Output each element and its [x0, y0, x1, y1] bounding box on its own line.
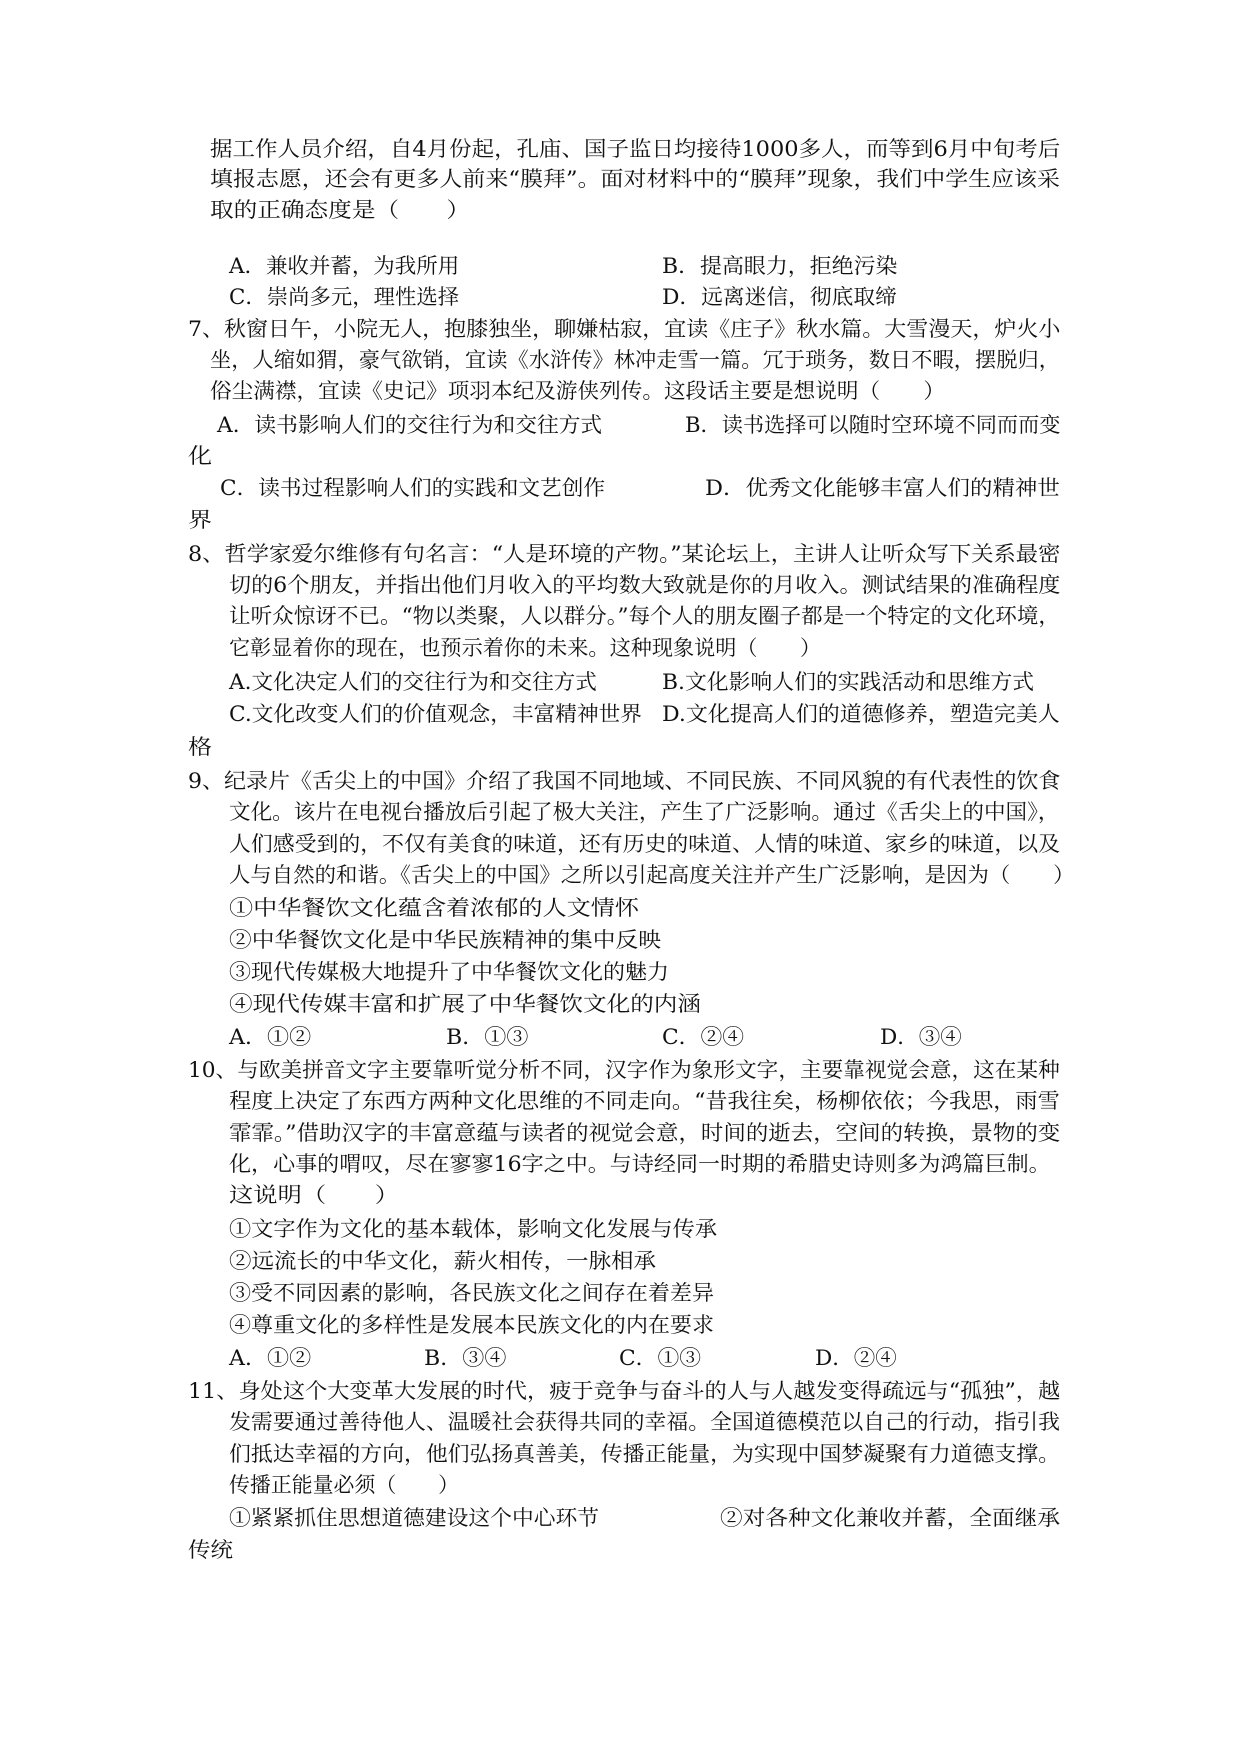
q8-stem-line-1: 8、哲学家爱尔维修有句名言：“人是环境的产物。”某论坛上，主讲人让听众写下关系最密	[188, 542, 1061, 566]
q7-option-a: A．读书影响人们的交往行为和交往方式	[217, 413, 603, 437]
q9-stem-line-4: 人与自然的和谐。《舌尖上的中国》之所以引起高度关注并产生广泛影响，是因为（ ）	[229, 863, 1075, 887]
q6-option-c: C．崇尚多元，理性选择	[229, 285, 460, 309]
q10-item-1: ①文字作为文化的基本载体，影响文化发展与传承	[229, 1217, 717, 1241]
q8-stem-line-3: 让听众惊讶不已。“物以类聚，人以群分。”每个人的朋友圈子都是一个特定的文化环境，	[229, 604, 1060, 628]
q11-item-2: ②对各种文化兼收并蓄，全面继承	[720, 1506, 1060, 1530]
q9-stem-line-3: 人们感受到的，不仅有美食的味道，还有历史的味道、人情的味道、家乡的味道，以及	[229, 832, 1060, 856]
q8-option-b: B.文化影响人们的实践活动和思维方式	[662, 670, 1035, 694]
q8-option-d: D.文化提高人们的道德修养，塑造完美人	[662, 702, 1060, 726]
q8-option-a: A.文化决定人们的交往行为和交往方式	[229, 670, 597, 694]
q8-stem-line-4: 它彰显着你的现在，也预示着你的未来。这种现象说明（ ）	[229, 636, 821, 660]
q10-stem-line-3: 霏霏。”借助汉字的丰富意蕴与读者的视觉会意，时间的逝去，空间的转换，景物的变	[229, 1121, 1061, 1145]
q8-option-c: C.文化改变人们的价值观念，丰富精神世界	[229, 702, 642, 726]
q10-stem-line-5: 这说明（ ）	[229, 1183, 399, 1207]
q9-option-c: C．②④	[662, 1025, 745, 1049]
q7-stem-line-3: 俗尘满襟，宜读《史记》项羽本纪及游侠列传。这段话主要是想说明（ ）	[210, 379, 945, 403]
q10-item-2: ②远流长的中华文化，薪火相传，一脉相承	[229, 1249, 656, 1273]
q6-option-d: D．远离迷信，彻底取缔	[662, 285, 897, 309]
q11-item-2-wrap: 传统	[188, 1538, 233, 1562]
q11-stem-line-1: 11、身处这个大变革大发展的时代，疲于竞争与奋斗的人与人越发变得疏远与“孤独”，越	[188, 1379, 1061, 1403]
q7-stem-line-2: 坐，人缩如猬，豪气欲销，宜读《水浒传》林冲走雪一篇。冗于琐务，数日不暇，摆脱归，	[210, 348, 1060, 372]
q9-item-4: ④现代传媒丰富和扩展了中华餐饮文化的内涵	[229, 992, 701, 1016]
q11-item-1: ①紧紧抓住思想道德建设这个中心环节	[229, 1506, 599, 1530]
q9-item-1: ①中华餐饮文化蕴含着浓郁的人文情怀	[229, 896, 639, 920]
q11-stem-line-4: 传播正能量必须（ ）	[229, 1473, 459, 1497]
q10-item-3: ③受不同因素的影响，各民族文化之间存在着差异	[229, 1281, 714, 1305]
q10-option-a: A．①②	[229, 1346, 312, 1370]
q10-option-d: D．②④	[815, 1346, 897, 1370]
q7-option-d-wrap: 界	[188, 508, 212, 532]
q7-option-b: B．读书选择可以随时空环境不同而而变	[685, 413, 1061, 437]
q9-item-3: ③现代传媒极大地提升了中华餐饮文化的魅力	[229, 960, 669, 984]
q6-option-a: A．兼收并蓄，为我所用	[229, 254, 460, 278]
q9-item-2: ②中华餐饮文化是中华民族精神的集中反映	[229, 928, 661, 952]
q6-stem-line-3: 取的正确态度是（ ）	[210, 198, 470, 222]
q6-option-b: B．提高眼力，拒绝污染	[662, 254, 898, 278]
q8-option-d-wrap: 格	[188, 735, 212, 759]
q10-stem-line-4: 化，心事的喟叹，尽在寥寥16字之中。与诗经同一时期的希腊史诗则多为鸿篇巨制。	[229, 1152, 1051, 1176]
q6-stem-line-2: 填报志愿，还会有更多人前来“膜拜”。面对材料中的“膜拜”现象，我们中学生应该采	[210, 167, 1060, 191]
q10-option-c: C．①③	[619, 1346, 702, 1370]
q10-item-4: ④尊重文化的多样性是发展本民族文化的内在要求	[229, 1313, 714, 1337]
q10-stem-line-2: 程度上决定了东西方两种文化思维的不同走向。“昔我往矣，杨柳依依；今我思，雨雪	[229, 1089, 1060, 1113]
q9-option-d: D．③④	[880, 1025, 962, 1049]
q10-option-b: B．③④	[424, 1346, 507, 1370]
q9-stem-line-1: 9、纪录片《舌尖上的中国》介绍了我国不同地域、不同民族、不同风貌的有代表性的饮食	[188, 769, 1061, 793]
q7-option-c: C．读书过程影响人们的实践和文艺创作	[220, 476, 606, 500]
q11-stem-line-3: 们抵达幸福的方向，他们弘扬真善美，传播正能量，为实现中国梦凝聚有力道德支撑。	[229, 1442, 1060, 1466]
q7-option-b-wrap: 化	[188, 444, 212, 468]
q11-stem-line-2: 发需要通过善待他人、温暖社会获得共同的幸福。全国道德模范以自己的行动，指引我	[229, 1410, 1060, 1434]
q7-stem-line-1: 7、秋窗日午，小院无人，抱膝独坐，聊嫌枯寂，宜读《庄子》秋水篇。大雪漫天，炉火小	[188, 317, 1061, 341]
q9-option-b: B．①③	[446, 1025, 529, 1049]
q9-stem-line-2: 文化。该片在电视台播放后引起了极大关注，产生了广泛影响。通过《舌尖上的中国》，	[229, 800, 1060, 824]
q8-stem-line-2: 切的6个朋友，并指出他们月收入的平均数大致就是你的月收入。测试结果的准确程度	[229, 573, 1061, 597]
q6-stem-line-1: 据工作人员介绍，自4月份起，孔庙、国子监日均接待1000多人，而等到6月中旬考后	[210, 137, 1061, 161]
q9-option-a: A．①②	[229, 1025, 312, 1049]
q10-stem-line-1: 10、与欧美拼音文字主要靠听觉分析不同，汉字作为象形文字，主要靠视觉会意，这在某种	[188, 1058, 1060, 1082]
q7-option-d: D．优秀文化能够丰富人们的精神世	[705, 476, 1060, 500]
